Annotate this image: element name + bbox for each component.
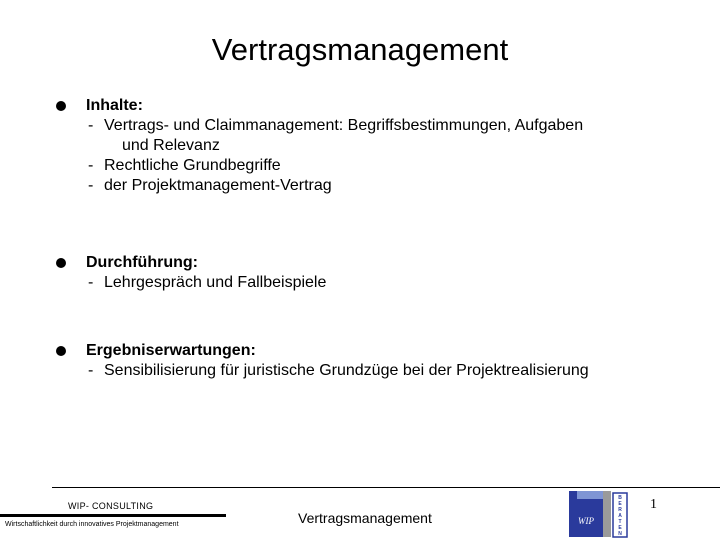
slide-title: Vertragsmanagement (211, 32, 509, 67)
section-heading: Ergebniserwartungen: (86, 342, 256, 359)
footer-rule (0, 514, 226, 517)
list-item-text: Vertrags- und Claimmanagement: Begriffsbestimmungen, Aufgaben (104, 117, 584, 134)
logo-letter: N (618, 531, 622, 537)
logo-letter: R (618, 507, 622, 513)
logo-gray-bar (603, 491, 611, 537)
section-ergebniserwartungen (56, 341, 696, 381)
logo-wordmark: WIP (578, 516, 594, 526)
logo-letter: T (618, 519, 622, 525)
footer-tagline: Wirtschaftlichkeit durch innovatives Projektmanagement (5, 521, 179, 528)
list-item-text: Sensibilisierung für juristische Grundzüge bei der Projektrealisierung (104, 362, 589, 379)
page-number: 1 (650, 497, 657, 512)
list-item (86, 116, 696, 136)
logo-light-band (577, 491, 603, 499)
logo-letter: E (618, 501, 622, 507)
dash-marker: - (88, 157, 94, 174)
logo-letter: E (618, 525, 622, 531)
dash-marker: - (88, 117, 94, 134)
bullet-icon (56, 346, 66, 356)
list-item (86, 361, 696, 381)
list-item (86, 156, 696, 176)
list-item-text: der Projektmanagement-Vertrag (104, 177, 332, 194)
section-heading: Durchführung: (86, 254, 198, 271)
wip-logo-icon (567, 489, 633, 539)
footer-company: WIP- CONSULTING (68, 501, 154, 511)
logo-letter: B (618, 495, 622, 501)
list-item (86, 176, 696, 196)
bullet-icon (56, 258, 66, 268)
bullet-icon (56, 101, 66, 111)
list-item-continuation: und Relevanz (122, 137, 220, 154)
footer-divider (52, 487, 720, 488)
list-item-text: Rechtliche Grundbegriffe (104, 157, 281, 174)
logo-letter: A (618, 513, 622, 519)
list-item (86, 273, 696, 293)
section-durchfuehrung (56, 253, 696, 293)
list-item-text: Lehrgespräch und Fallbeispiele (104, 274, 327, 291)
dash-marker: - (88, 177, 94, 194)
dash-marker: - (88, 362, 94, 379)
footer-center-title: Vertragsmanagement (298, 510, 432, 526)
section-heading: Inhalte: (86, 97, 143, 114)
section-inhalte (56, 96, 696, 196)
dash-marker: - (88, 274, 94, 291)
